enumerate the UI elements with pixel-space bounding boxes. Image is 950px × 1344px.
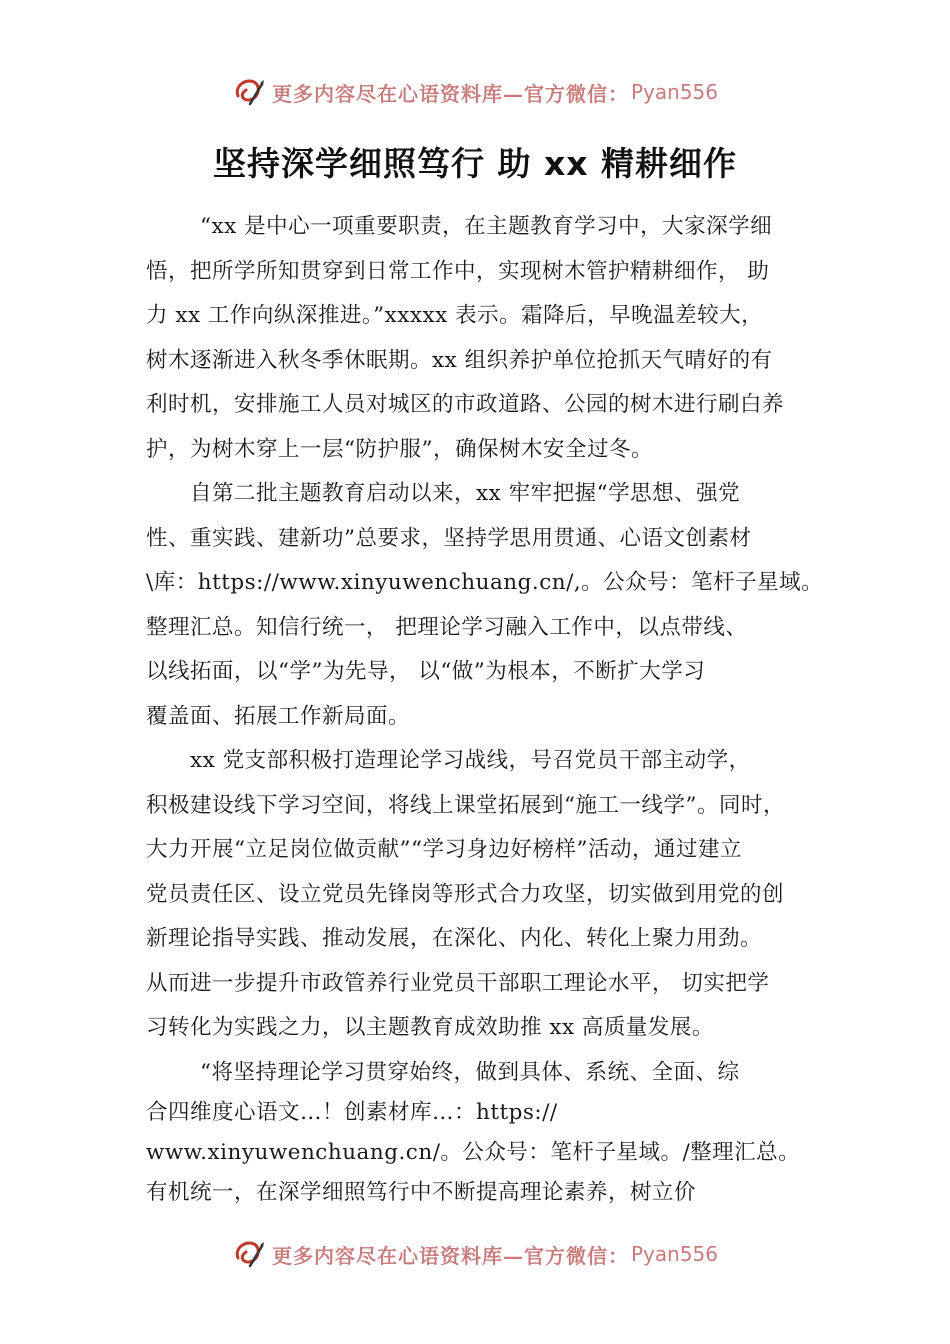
text-line: 利时机，安排施工人员对城区的市政道路、公园的树木进行刷白养 [146, 392, 785, 417]
text-line: 合四维度心语文…！创素材库…：https:// [146, 1099, 558, 1125]
header-watermark-banner [0, 72, 950, 112]
text-line: 习转化为实践之力，以主题教育成效助推 xx 高质量发展。 [146, 1015, 714, 1040]
pen-swirl-icon [232, 1236, 268, 1272]
banner-slogan: 更多内容尽在心语资料库—官方微信： [271, 1243, 629, 1268]
text-line: 性、重实践、建新功”总要求，坚持学思用贯通、心语文创素材 [146, 525, 752, 551]
text-line: 自第二批主题教育启动以来，xx 牢牢把握“学思想、强党 [190, 481, 741, 506]
text-line: 悟，把所学所知贯穿到日常工作中，实现树木管护精耕细作， 助 [146, 258, 770, 284]
text-line: 整理汇总。知信行统一， 把理论学习融入工作中，以点带线、 [146, 614, 748, 640]
text-line: www.xinyuwenchuang.cn/。公众号：笔杆子星域。/整理汇总。 [146, 1139, 801, 1165]
text-line: 覆盖面、拓展工作新局面。 [146, 703, 411, 729]
text-line: 新理论指导实践、推动发展，在深化、内化、转化上聚力用劲。 [146, 926, 763, 951]
text-line: 有机统一，在深学细照笃行中不断提高理论素养，树立价 [146, 1179, 697, 1205]
text-line: 党员责任区、设立党员先锋岗等形式合力攻坚，切实做到用党的创 [146, 881, 785, 907]
document-title: 坚持深学细照笃行 助 xx 精耕细作 [212, 144, 738, 183]
banner-wechat-id: Pyan556 [630, 80, 718, 104]
pen-swirl-icon [232, 74, 268, 110]
text-line: “将坚持理论学习贯穿始终，做到具体、系统、全面、综 [200, 1059, 740, 1085]
text-line: 护，为树木穿上一层“防护服”，确保树木安全过冬。 [146, 436, 653, 462]
text-line: 树木逐渐进入秋冬季休眠期。xx 组织养护单位抢抓天气晴好的有 [146, 347, 773, 373]
document-body [146, 205, 836, 1213]
text-line: 积极建设线下学习空间，将线上课堂拓展到“施工一线学”。同时， [146, 792, 785, 818]
text-line: “xx 是中心一项重要职责，在主题教育学习中，大家深学细 [200, 214, 773, 239]
text-line: xx 党支部积极打造理论学习战线，号召党员干部主动学， [190, 748, 751, 773]
text-line: 力 xx 工作向纵深推进。”xxxxx 表示。霜降后，早晚温差较大， [146, 303, 764, 328]
banner-slogan: 更多内容尽在心语资料库—官方微信： [271, 81, 629, 106]
text-line: \库：https://www.xinyuwenchuang.cn/,。公众号：笔杆子星域。 [146, 570, 824, 595]
text-line: 以线拓面，以“学”为先导， 以“做”为根本，不断扩大学习 [146, 659, 706, 684]
banner-wechat-id: Pyan556 [630, 1242, 718, 1266]
text-line: 大力开展“立足岗位做贡献”“学习身边好榜样”活动，通过建立 [146, 837, 742, 862]
text-line: 从而进一步提升市政管养行业党员干部职工理论水平， 切实把学 [146, 970, 770, 996]
footer-watermark-banner [0, 1234, 950, 1274]
